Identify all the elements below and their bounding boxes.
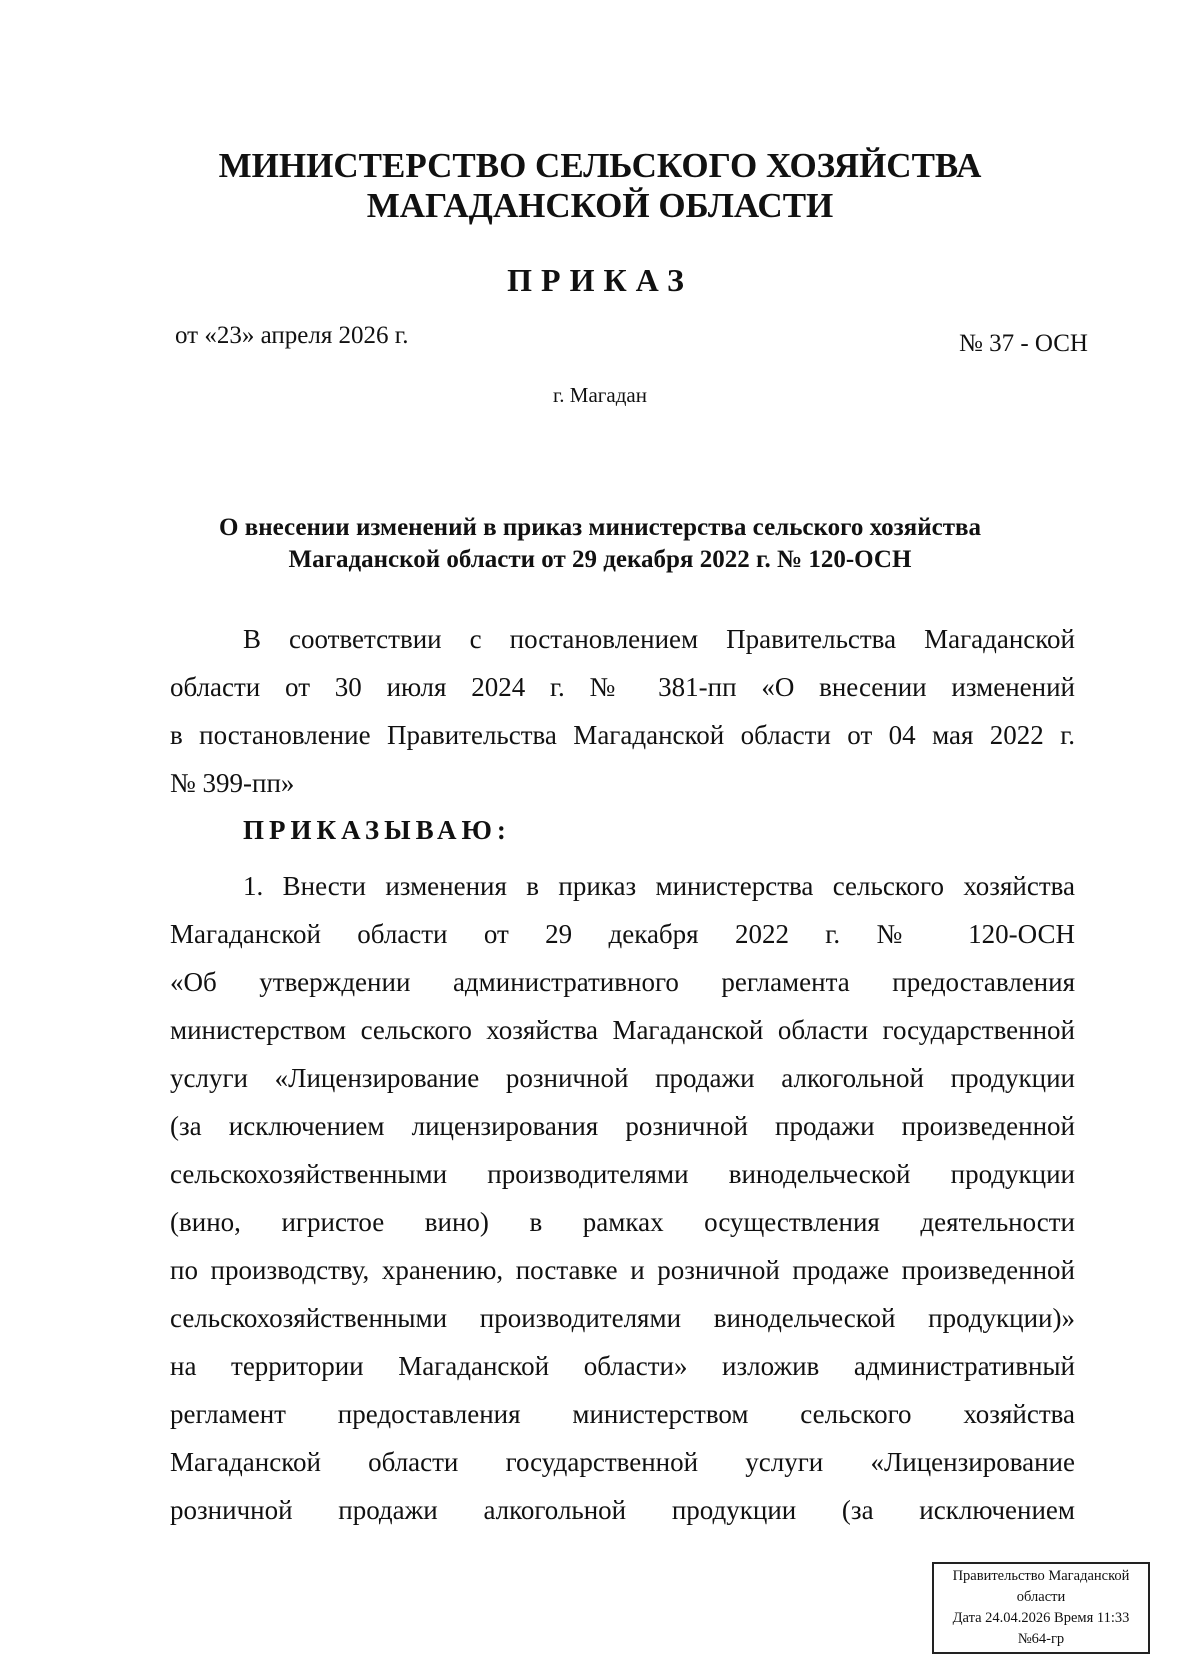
- paragraph-line: 1. Внести изменения в приказ министерства сельского хозяйства: [243, 871, 1075, 901]
- ministry-line-2: МАГАДАНСКОЙ ОБЛАСТИ: [366, 186, 834, 225]
- paragraph-line: «Об утверждении административного регламента предоставления: [170, 967, 1075, 997]
- subject-line-1: О внесении изменений в приказ министерства сельского хозяйства: [219, 514, 981, 541]
- paragraph-line: в постановление Правительства Магаданской области от 04 мая 2022 г.: [170, 720, 1075, 750]
- paragraph-line: на территории Магаданской области» изложив административный: [170, 1351, 1075, 1381]
- paragraph-line: по производству, хранению, поставке и розничной продаже произведенной: [170, 1255, 1075, 1285]
- paragraph-line: розничной продажи алкогольной продукции (за исключением: [170, 1495, 1075, 1525]
- city: г. Магадан: [553, 383, 647, 407]
- paragraph-line: министерством сельского хозяйства Магаданской области государственной: [170, 1015, 1075, 1045]
- paragraph-line: Магаданской области государственной услуги «Лицензирование: [170, 1447, 1075, 1477]
- paragraph-line: (вино, игристое вино) в рамках осуществления деятельности: [170, 1207, 1075, 1237]
- stamp-line-2: области: [1016, 1589, 1066, 1605]
- paragraph-basis: [170, 615, 1075, 807]
- stamp-line-1: Правительство Магаданской: [952, 1568, 1130, 1584]
- order-date: от «23» апреля 2026 г.: [175, 322, 409, 349]
- paragraph-line: № 399-пп»: [170, 768, 295, 798]
- stamp-line-4: №64-гр: [1017, 1631, 1065, 1647]
- order-title: ПРИКАЗ: [507, 262, 693, 298]
- decree-word: ПРИКАЗЫВАЮ:: [243, 815, 511, 845]
- paragraph-line: области от 30 июля 2024 г. № 381-пп «О внесении изменений: [170, 672, 1075, 702]
- stamp-line-3: Дата 24.04.2026 Время 11:33: [952, 1610, 1130, 1626]
- order-subject: [150, 512, 1050, 576]
- order-number: № 37 - ОСН: [958, 330, 1088, 357]
- paragraph-line: сельскохозяйственными производителями винодельческой продукции)»: [170, 1303, 1075, 1333]
- ministry-line-1: МИНИСТЕРСТВО СЕЛЬСКОГО ХОЗЯЙСТВА: [218, 146, 982, 185]
- subject-line-2: Магаданской области от 29 декабря 2022 г. № 120-ОСН: [288, 546, 912, 573]
- paragraph-line: регламент предоставления министерством сельского хозяйства: [170, 1399, 1075, 1429]
- paragraph-line: (за исключением лицензирования розничной продажи произведенной: [170, 1111, 1075, 1141]
- paragraph-line: услуги «Лицензирование розничной продажи алкогольной продукции: [170, 1063, 1075, 1093]
- paragraph-line: сельскохозяйственными производителями винодельческой продукции: [170, 1159, 1075, 1189]
- registration-stamp: [932, 1562, 1150, 1654]
- paragraph-line: В соответствии с постановлением Правительства Магаданской: [243, 624, 1075, 654]
- paragraph-item-1: [170, 862, 1075, 1534]
- ministry-name: [0, 146, 1200, 226]
- paragraph-line: Магаданской области от 29 декабря 2022 г. № 120-ОСН: [170, 919, 1075, 949]
